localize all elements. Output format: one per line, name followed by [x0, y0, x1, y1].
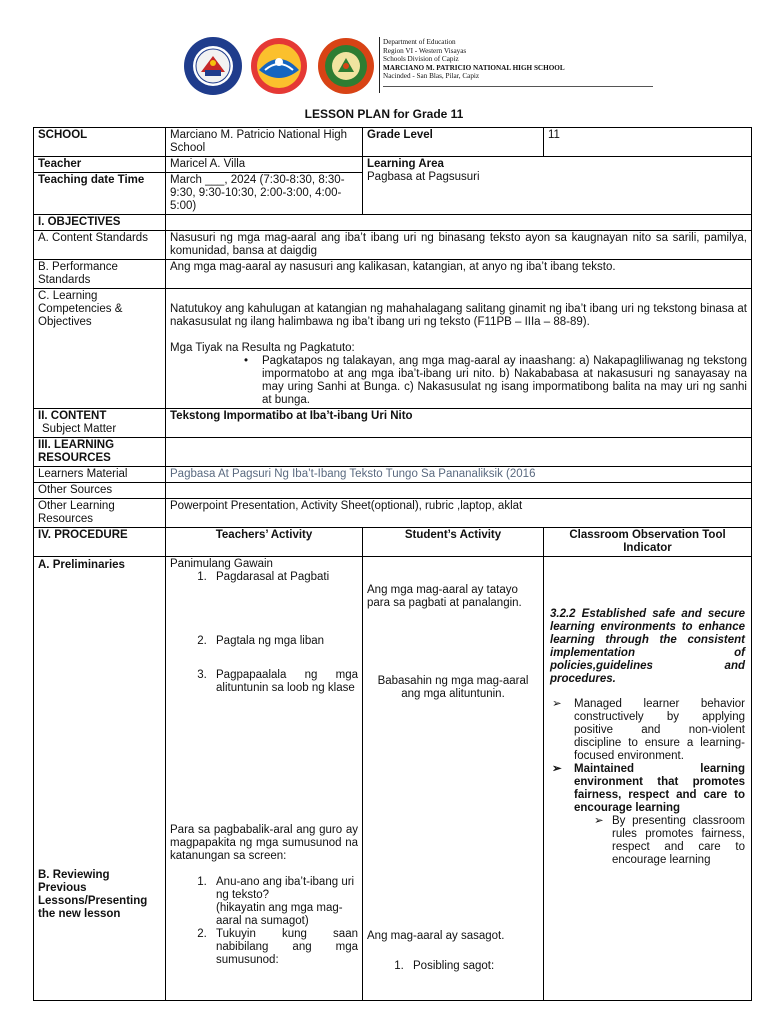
arrow-bullet-icon: ➢ — [552, 698, 562, 710]
subject-matter-label: Subject Matter — [42, 423, 117, 435]
teacher-label: Teacher — [34, 157, 166, 173]
teaching-date-label: Teaching date Time — [34, 173, 166, 215]
competencies-value: Natutukoy ang kahulugan at katangian ng mahahalagang salitang ginamit ng iba’t ibang uri ng tekstong binasa at nakasusulat ng ilang halimbawa ng iba’t ibang uri ng teksto (F11PB – IIIa – 88-89). — [170, 303, 747, 328]
region-logo-icon — [249, 36, 309, 96]
letterhead-line-3: Schools Division of Capiz — [383, 55, 459, 64]
procedure-stage-cell — [34, 557, 166, 1001]
tiyak-label: Mga Tiyak na Resulta ng Pagkatuto: — [170, 342, 355, 354]
other-learning-label: Other Learning Resources — [34, 499, 166, 528]
bullet-dot-icon: • — [244, 355, 249, 367]
preliminaries-label: A. Preliminaries — [38, 559, 125, 571]
letterhead — [183, 34, 653, 94]
letterhead-rule — [383, 86, 653, 87]
performance-standards-value: Ang mga mag-aaral ay nasusuri ang kalikasan, katangian, at anyo ng iba’t ibang teksto. — [166, 260, 752, 289]
content-heading-cell — [34, 409, 166, 438]
review-list — [170, 876, 358, 967]
content-standards-value: Nasusuri ng mga mag-aaral ang iba’t ibang uri ng binasang teksto ayon sa kaugnayan nito sa sarili, pamilya, komunidad, bansa at daigdig — [166, 231, 752, 260]
panimula-label: Panimulang Gawain — [170, 558, 273, 570]
letterhead-text — [383, 38, 565, 81]
letterhead-line-4: MARCIANO M. PATRICIO NATIONAL HIGH SCHOOL — [383, 63, 565, 72]
other-sources-label: Other Sources — [34, 483, 166, 499]
other-sources-value — [166, 483, 752, 499]
objectives-heading: I. OBJECTIVES — [34, 215, 166, 231]
teachers-activity-header: Teachers’ Activity — [166, 528, 363, 557]
teacher-activity-cell — [166, 557, 363, 1001]
cot-heading: 3.2.2 Established safe and secure learning environments to enhance learning through the consistent implementation of policies,guidelines and procedures. — [550, 608, 745, 685]
student-prayer: Ang mga mag-aaral ay tatayo para sa pagbati at panalangin. — [367, 584, 522, 609]
school-value: Marciano M. Patricio National High School — [166, 128, 363, 157]
cot-indicator-header: Classroom Observation Tool Indicator — [544, 528, 752, 557]
performance-standards-label: B. Performance Standards — [34, 260, 166, 289]
school-label: SCHOOL — [34, 128, 166, 157]
letterhead-line-1: Department of Education — [383, 38, 456, 46]
letterhead-line-2: Region VI - Western Visayas — [383, 46, 467, 55]
student-possible-list — [367, 960, 539, 973]
procedure-heading: IV. PROCEDURE — [34, 528, 166, 557]
letterhead-line-5: Nacinded - San Blas, Pilar, Capiz — [383, 72, 480, 81]
teaching-date-value: March ___, 2024 (7:30-8:30, 8:30-9:30, 9:30-10:30, 2:00-3:00, 4:00-5:00) — [166, 173, 363, 215]
other-learning-value: Powerpoint Presentation, Activity Sheet(optional), rubric ,laptop, aklat — [166, 499, 752, 528]
review-question-1: 1. Anu-ano ang iba’t-ibang uri ng teksto? (hikayatin ang mga mag-aaral na sumagot) — [210, 876, 358, 928]
prelim-item-3: 3. Pagpapaalala ng mga alituntunin sa loob ng klase — [210, 669, 358, 695]
students-activity-header: Student’s Activity — [363, 528, 544, 557]
reviewing-label: B. Reviewing Previous Lessons/Presenting the new lesson — [38, 869, 148, 920]
cot-indicator-cell — [544, 557, 752, 1001]
teacher-value: Maricel A. Villa — [166, 157, 363, 173]
competencies-label: C. Learning Competencies & Objectives — [34, 289, 166, 409]
cot-list — [550, 698, 745, 815]
deped-seal-icon — [183, 36, 243, 96]
grade-level-value: 11 — [544, 128, 752, 157]
learning-area-value: Pagbasa at Pagsusuri — [367, 171, 480, 183]
tiyak-bullet-item — [170, 355, 747, 407]
tiyak-bullet-text: Pagkatapos ng talakayan, ang mga mag-aaral ay inaashang: a) Nakapagliliwanag ng tekstong impormatobo at ang mga iba’t-ibang uri nito. b) Nakababasa at nakasusuri ng sanayasay na may uring Sanhi at Bunga. c) Nakasusulat ng isang impormatibong balita na may uri ng sanhi at bunga. — [262, 355, 747, 406]
learners-material-label: Learners Material — [34, 467, 166, 483]
student-answer: Ang mag-aaral ay sasagot. — [367, 930, 505, 942]
competencies-cell — [166, 289, 752, 409]
learning-area-label: Learning Area — [367, 158, 444, 170]
grade-level-label: Grade Level — [363, 128, 544, 157]
learners-material-value: Pagbasa At Pagsuri Ng Iba’t-Ibang Teksto Tungo Sa Pananaliksik (2016 — [166, 467, 752, 483]
review-question-2: 2. Tukuyin kung saan nabibilang ang mga sumusunod: — [210, 928, 358, 967]
review-intro: Para sa pagbabalik-aral ang guro ay magpapakita ng mga sumusunod na katanungan sa screen: — [170, 824, 358, 862]
objectives-empty — [166, 215, 752, 231]
prelim-item-1: 1. Pagdarasal at Pagbati — [210, 571, 358, 584]
prelim-item-2: 2. Pagtala ng mga liban — [210, 635, 358, 648]
learning-resources-empty — [166, 438, 752, 467]
content-heading: II. CONTENT — [38, 410, 107, 422]
student-rules: Babasahin ng mga mag-aaral ang mga alituntunin. — [377, 675, 529, 700]
cot-item-1: ➢ Managed learner behavior constructively by applying positive and non-violent discipline to ensure a learning-focused environment. — [552, 698, 745, 762]
cot-item-2: ➢ Maintained learning environment that promotes fairness, respect and care to encourage learning — [552, 763, 745, 814]
content-value: Tekstong Impormatibo at Iba’t-ibang Uri Nito — [166, 409, 752, 438]
student-activity-cell — [363, 557, 544, 1001]
learning-area-cell — [363, 157, 752, 215]
school-logo-icon — [316, 36, 376, 96]
page-title: LESSON PLAN for Grade 11 — [304, 107, 464, 121]
cot-sub-list — [550, 815, 745, 867]
content-standards-label: A. Content Standards — [34, 231, 166, 260]
letterhead-divider — [379, 37, 380, 93]
student-possible-answer: 1. Posibling sagot: — [407, 960, 539, 973]
learning-resources-heading: III. LEARNING RESOURCES — [34, 438, 166, 467]
prelim-list — [170, 571, 358, 695]
lesson-plan-table — [33, 127, 752, 1001]
arrow-bullet-icon: ➢ — [594, 815, 604, 827]
arrow-bullet-icon: ➢ — [552, 763, 562, 775]
cot-sub-item: ➢ By presenting classroom rules promotes fairness, respect and care to encourage learning — [594, 815, 745, 866]
